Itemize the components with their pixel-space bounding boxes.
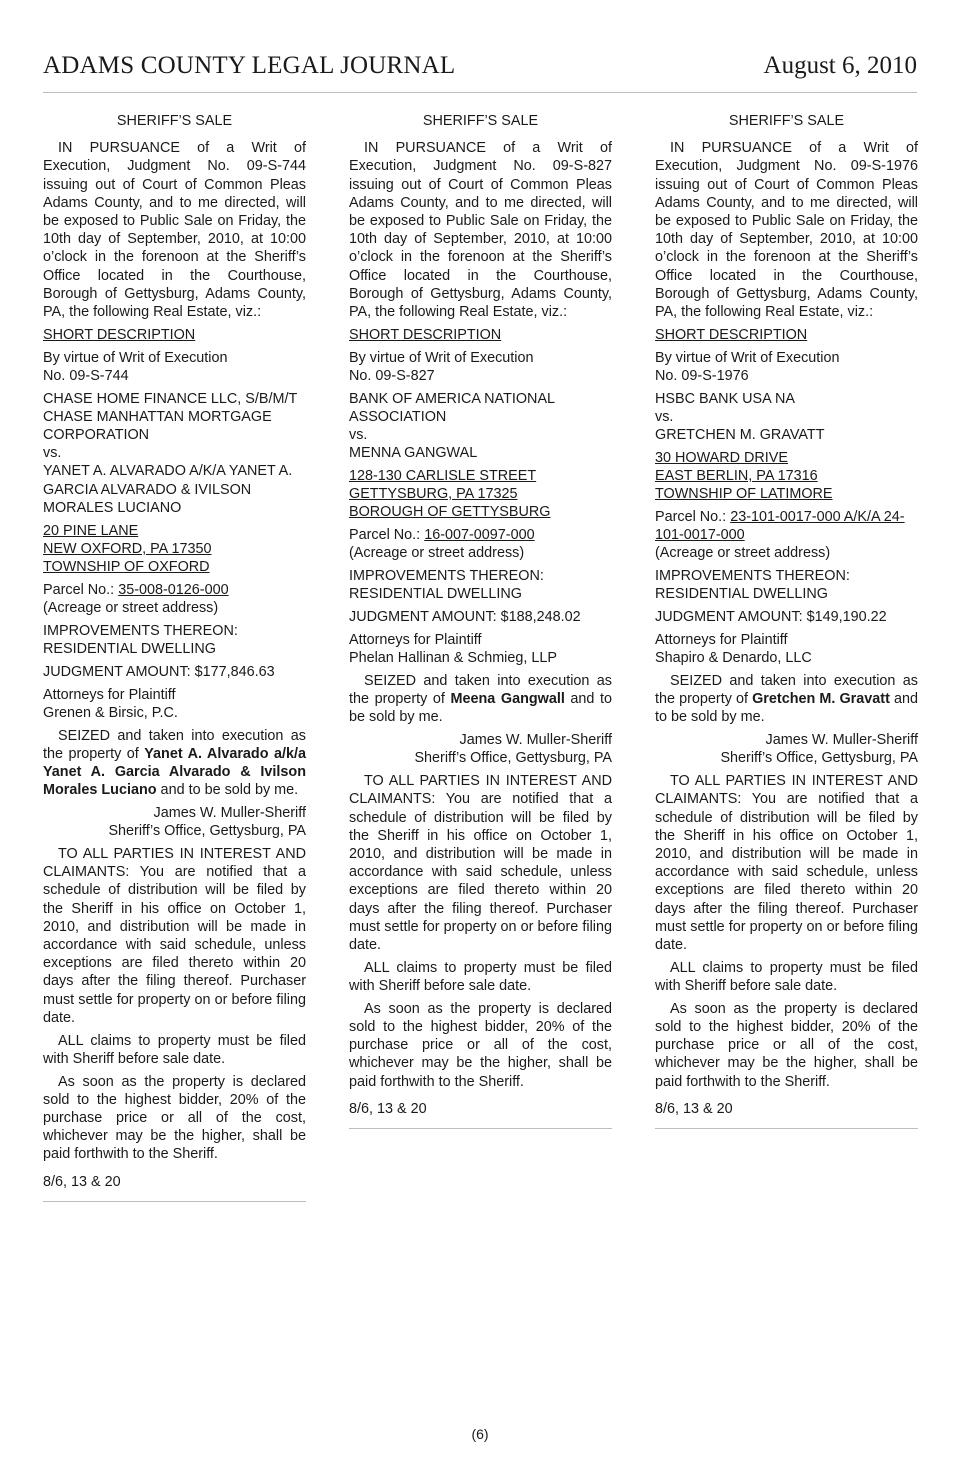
declared-notice: As soon as the property is declared sold to the highest bidder, 20% of the purchase price or all of the cost, whichever may be the higher, shall be paid forthwith to the Sheriff. <box>655 1000 918 1090</box>
address-line: 30 HOWARD DRIVE <box>655 449 789 466</box>
writ-line: By virtue of Writ of Execution <box>655 349 840 366</box>
masthead <box>43 50 917 93</box>
declared-notice: As soon as the property is declared sold to the highest bidder, 20% of the purchase price or all of the cost, whichever may be the higher, shall be paid forthwith to the Sheriff. <box>349 1000 612 1090</box>
parcel-label: Parcel No.: <box>655 509 731 526</box>
judgment-amount: JUDGMENT AMOUNT: $149,190.22 <box>655 609 887 626</box>
judgment-amount: JUDGMENT AMOUNT: $188,248.02 <box>349 609 581 626</box>
notice-intro: IN PURSUANCE of a Writ of Execution, Judgment No. 09-S-744 issuing out of Court of Common Pleas Adams County, and to me directed, will be exposed to Public Sale on Friday, the 10th day of September, 2010, at 10:00 o’clock in the forenoon at the Sheriff’s Office located in the Courthouse, Borough of Gettysburg, Adams County, PA, the following Real Estate, viz.: <box>43 140 306 321</box>
notice-intro: IN PURSUANCE of a Writ of Execution, Judgment No. 09-S-827 issuing out of Court of Common Pleas Adams County, and to me directed, will be exposed to Public Sale on Friday, the 10th day of September, 2010, at 10:00 o’clock in the forenoon at the Sheriff’s Office located in the Courthouse, Borough of Gettysburg, Adams County, PA, the following Real Estate, viz.: <box>349 140 612 321</box>
short-description-label: SHORT DESCRIPTION <box>655 326 808 343</box>
attorneys-label: Attorneys for Plaintiff <box>655 632 788 649</box>
sheriff-signature <box>655 731 918 767</box>
attorneys-block <box>43 686 306 722</box>
parcel-block <box>43 581 306 617</box>
seized-text-end: and to be sold by me. <box>655 691 918 726</box>
improvements: IMPROVEMENTS THEREON: RESIDENTIAL DWELLING <box>349 568 544 603</box>
parties-notice: TO ALL PARTIES IN INTEREST AND CLAIMANTS: You are notified that a schedule of distribution will be filed by the Sheriff in his office on October 1, 2010, and distribution will be made in accordance with said schedule, unless exceptions are filed thereto within 20 days after the filing thereof. Purchaser must settle for property on or before filing date. <box>43 846 306 1026</box>
sheriff-signature <box>349 731 612 767</box>
parcel-number: 35-008-0126-000 <box>118 581 229 598</box>
parties-notice: TO ALL PARTIES IN INTEREST AND CLAIMANTS: You are notified that a schedule of distribution will be filed by the Sheriff in his office on October 1, 2010, and distribution will be made in accordance with said schedule, unless exceptions are filed thereto within 20 days after the filing thereof. Purchaser must settle for property on or before filing date. <box>655 773 918 954</box>
seized-statement <box>349 672 612 727</box>
seized-statement <box>655 672 918 727</box>
seized-owner: Gretchen M. Gravatt <box>752 691 890 708</box>
seized-text-end: and to be sold by me. <box>349 691 612 726</box>
attorneys-label: Attorneys for Plaintiff <box>43 686 176 703</box>
claims-notice: ALL claims to property must be filed with Sheriff before sale date. <box>43 1032 306 1067</box>
seized-text-end: and to be sold by me. <box>156 782 299 799</box>
property-address <box>43 522 306 577</box>
acreage-note: (Acreage or street address) <box>655 545 831 562</box>
improvements: IMPROVEMENTS THEREON: RESIDENTIAL DWELLING <box>655 568 850 603</box>
plaintiff-name: CHASE HOME FINANCE LLC, S/B/M/T CHASE MANHATTAN MORTGAGE CORPORATION <box>43 390 298 444</box>
writ-line: By virtue of Writ of Execution <box>43 349 228 366</box>
notice-column-3 <box>655 112 918 1129</box>
seized-owner: Yanet A. Alvarado a/k/a Yanet A. Garcia Alvarado & Ivilson Morales Luciano <box>43 745 306 799</box>
attorneys-block <box>349 631 612 667</box>
defendant-name: GRETCHEN M. GRAVATT <box>655 427 825 444</box>
declared-notice: As soon as the property is declared sold to the highest bidder, 20% of the purchase price or all of the cost, whichever may be the higher, shall be paid forthwith to the Sheriff. <box>43 1073 306 1163</box>
notice-divider <box>655 1128 918 1129</box>
short-description-label: SHORT DESCRIPTION <box>349 326 502 343</box>
page-number: (6) <box>471 1426 489 1442</box>
attorneys-name: Shapiro & Denardo, LLC <box>655 650 812 667</box>
sheriff-office: Sheriff’s Office, Gettysburg, PA <box>108 823 306 840</box>
writ-number: No. 09-S-827 <box>349 367 435 384</box>
publication-dates: 8/6, 13 & 20 <box>655 1100 733 1117</box>
seized-text: SEIZED and taken into execution as the property of <box>655 673 918 708</box>
judgment-amount: JUDGMENT AMOUNT: $177,846.63 <box>43 663 275 680</box>
writ-block <box>655 349 918 385</box>
acreage-note: (Acreage or street address) <box>349 545 525 562</box>
notice-intro: IN PURSUANCE of a Writ of Execution, Judgment No. 09-S-1976 issuing out of Court of Common Pleas Adams County, and to me directed, will be exposed to Public Sale on Friday, the 10th day of September, 2010, at 10:00 o’clock in the forenoon at the Sheriff’s Office located in the Courthouse, Borough of Gettysburg, Adams County, PA, the following Real Estate, viz.: <box>655 140 918 321</box>
journal-title: ADAMS COUNTY LEGAL JOURNAL <box>43 52 456 79</box>
address-line: TOWNSHIP OF OXFORD <box>43 559 210 576</box>
sheriff-office: Sheriff’s Office, Gettysburg, PA <box>414 750 612 767</box>
parcel-label: Parcel No.: <box>349 527 425 544</box>
defendant-name: YANET A. ALVARADO A/K/A YANET A. GARCIA ALVARADO & IVILSON MORALES LUCIANO <box>43 463 293 516</box>
address-line: 20 PINE LANE <box>43 522 139 539</box>
publication-dates: 8/6, 13 & 20 <box>43 1173 121 1190</box>
notice-heading: SHERIFF’S SALE <box>116 113 233 129</box>
parcel-block <box>349 526 612 562</box>
property-address <box>655 449 918 504</box>
publication-dates: 8/6, 13 & 20 <box>349 1100 427 1117</box>
parcel-number: 23-101-0017-000 A/K/A 24-101-0017-000 <box>655 509 905 544</box>
sheriff-name: James W. Muller-Sheriff <box>153 805 306 822</box>
attorneys-label: Attorneys for Plaintiff <box>349 632 482 649</box>
sheriff-name: James W. Muller-Sheriff <box>459 732 612 749</box>
writ-number: No. 09-S-1976 <box>655 367 749 384</box>
attorneys-block <box>655 631 918 667</box>
notice-column-2 <box>349 112 612 1129</box>
issue-date: August 6, 2010 <box>763 52 917 79</box>
sheriff-office: Sheriff’s Office, Gettysburg, PA <box>720 750 918 767</box>
sheriff-signature <box>43 804 306 840</box>
versus: vs. <box>349 427 368 444</box>
parcel-label: Parcel No.: <box>43 581 119 598</box>
seized-text: SEIZED and taken into execution as the property of <box>43 727 306 762</box>
address-line: NEW OXFORD, PA 17350 <box>43 540 212 557</box>
address-line: 128-130 CARLISLE STREET <box>349 468 537 485</box>
notice-divider <box>349 1128 612 1129</box>
notice-divider <box>43 1201 306 1202</box>
versus: vs. <box>655 408 674 425</box>
notice-heading: SHERIFF’S SALE <box>422 113 539 129</box>
plaintiff-name: HSBC BANK USA NA <box>655 390 795 407</box>
parcel-block <box>655 508 918 563</box>
parties-block <box>43 390 306 517</box>
address-line: GETTYSBURG, PA 17325 <box>349 486 518 503</box>
attorneys-name: Grenen & Birsic, P.C. <box>43 704 178 721</box>
versus: vs. <box>43 445 62 462</box>
address-line: BOROUGH OF GETTYSBURG <box>349 504 551 521</box>
short-description-label: SHORT DESCRIPTION <box>43 326 196 343</box>
attorneys-name: Phelan Hallinan & Schmieg, LLP <box>349 650 557 667</box>
defendant-name: MENNA GANGWAL <box>349 445 478 462</box>
writ-block <box>43 349 306 385</box>
improvements: IMPROVEMENTS THEREON: RESIDENTIAL DWELLING <box>43 622 238 658</box>
sheriff-name: James W. Muller-Sheriff <box>765 732 918 749</box>
address-line: TOWNSHIP OF LATIMORE <box>655 486 833 503</box>
claims-notice: ALL claims to property must be filed with Sheriff before sale date. <box>349 959 612 995</box>
seized-owner: Meena Gangwall <box>450 691 565 708</box>
claims-notice: ALL claims to property must be filed with Sheriff before sale date. <box>655 959 918 995</box>
acreage-note: (Acreage or street address) <box>43 600 219 617</box>
parties-block <box>655 390 918 445</box>
plaintiff-name: BANK OF AMERICA NATIONAL ASSOCIATION <box>349 390 555 425</box>
notice-column-1 <box>43 112 306 1202</box>
parties-block <box>349 390 612 463</box>
address-line: EAST BERLIN, PA 17316 <box>655 468 818 485</box>
notice-heading: SHERIFF’S SALE <box>728 113 845 129</box>
parcel-number: 16-007-0097-000 <box>424 527 535 544</box>
writ-line: By virtue of Writ of Execution <box>349 349 534 366</box>
parties-notice: TO ALL PARTIES IN INTEREST AND CLAIMANTS: You are notified that a schedule of distribution will be filed by the Sheriff in his office on October 1, 2010, and distribution will be made in accordance with said schedule, unless exceptions are filed thereto within 20 days after the filing thereof. Purchaser must settle for property on or before filing date. <box>349 773 612 954</box>
property-address <box>349 467 612 522</box>
writ-number: No. 09-S-744 <box>43 367 129 384</box>
seized-text: SEIZED and taken into execution as the property of <box>349 673 612 708</box>
writ-block <box>349 349 612 385</box>
seized-statement <box>43 727 306 800</box>
